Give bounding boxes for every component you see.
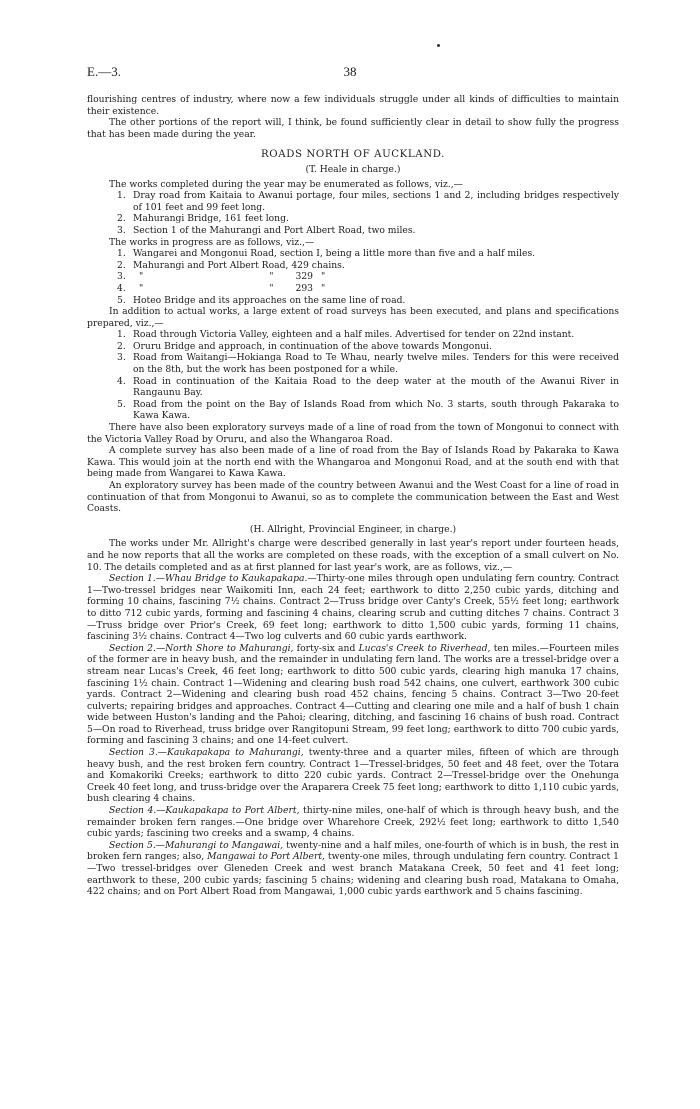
completed-intro: The works completed during the year may be enumerated as follows, viz.,— [109,178,463,190]
item-number: 4. [117,375,126,387]
section-entry-4 [87,805,619,840]
item-text: Mahurangi and Port Albert Road, 429 chains. [133,259,345,271]
item-text: Road from Waitangi—Hokianga Road to Te Whau, nearly twelve miles. Tenders for this were received on the 8th, but the work has been postponed for a while. [133,352,619,376]
ditto-mark: " [321,282,326,294]
item-text: Road in continuation of the Kaitaia Road to the deep water at the mouth of the Awanui River in Rangaunu Bay. [133,375,619,399]
route-name: Mahurangi to Mangawai, [165,839,284,851]
ditto-mark: " [269,271,274,283]
list-item [87,260,619,272]
item-number: 5. [117,398,126,410]
section-subtitle: (T. Heale in charge.) [305,163,401,175]
intro-paragraph-1: flourishing centres of industry, where now a few individuals struggle under all kinds of difficulties to maintain their existence. [87,94,619,117]
section-heading: Section 3.— [109,747,167,759]
item-number: 3. [117,224,126,236]
section-entry-1 [87,573,619,643]
list-item [87,341,619,353]
section-text: ten miles.—Fourteen miles of the former are in heavy bush, and the remainder in undulating fern land. The works are a tressel-bridge over a stream near Lucas's Creek, 46 feet long; earthwork to ditto 500 cubic yards, clearing high manuka 17 chains, fascining 1½ chain. Contract 1—Widening and clearing bush road 542 chains, one culvert, earthwork 300 cubic yards. Contract 2—Widening and clearing bush road 452 chains, fencing 5 chains. Contract 3—Two 20-feet culverts; repairing bridges and approaches. Contract 4—Cutting and clearing one mile and a half of bush 1 chain wide between Huston's landing and the Pahoi; clearing, ditching, and fascining 16 chains of bush road. Contract 5—On road to Riverhead, truss bridge over Rangitopuni Stream, 99 feet long; earthwork to ditto 700 cubic yards, forming and fascining 3 chains; and one 14-feet culvert. [87,642,619,747]
list-item [87,190,619,213]
list-item [87,271,619,283]
list-item [87,376,619,399]
item-number: 2. [117,259,126,271]
body-paragraph: There have also been exploratory surveys made of a line of road from the town of Mongonui to connect with the Victoria Valley Road by Oruru, and also the Whangaroa Road. [87,422,619,445]
chain-count: 293 [295,282,314,294]
list-item [87,283,619,295]
item-text: Oruru Bridge and approach, in continuation of the above towards Mongonui. [133,340,493,352]
item-text: Section 1 of the Mahurangi and Port Albert Road, two miles. [133,224,416,236]
route-name: Lucas's Creek to Riverhead, [358,642,491,654]
item-number: 5. [117,294,126,306]
route-name: North Shore to Mahurangi, [165,642,294,654]
list-item [87,295,619,307]
item-text: Road through Victoria Valley, eighteen and a half miles. Advertised for tender on 22nd instant. [133,329,575,341]
item-text: Mahurangi Bridge, 161 feet long. [133,213,289,225]
route-name: Mangawai to Port Albert, [207,851,325,863]
section-text: thirty-nine miles, one-half of which is through heavy bush, and the remainder broken fern ranges.—One bridge over Wharehore Creek, 292½ feet long; earthwork to ditto 1,540 cubic yards; fascining two creeks and a swamp, 4 chains. [87,805,619,840]
section-text: twenty-nine and a half miles, one-fourth of which is in bush, the rest in broken fern ranges; also, [87,839,619,863]
ditto-mark: " [269,282,274,294]
engineer-intro: The works under Mr. Allright's charge were described generally in last year's report under fourteen heads, and he now reports that all the works are completed on these roads, with the exception of a small culvert on No. 10. The details completed and as at first planned for last year's work, are as follows, viz.,— [87,538,619,573]
page-number: 38 [343,64,357,79]
item-text: Dray road from Kaitaia to Awanui portage, four miles, sections 1 and 2, including bridges respectively of 101 feet and 99 feet long. [133,190,619,213]
section-text: twenty-three and a quarter miles, fifteen of which are through heavy bush, and the rest broken fern country. Contract 1—Tressel-bridges, 50 feet and 48 feet, over the Totara and Komakoriki Creeks; earthwork to ditto 220 cubic yards. Contract 2—Tressel-bridge over the Onehunga Creek 40 feet long, and truss-bridge over the Araparera Creek 75 feet long; earthwork to ditto 1,110 cubic yards, bush clearing 4 chains. [87,747,619,805]
item-number: 2. [117,340,126,352]
page-body [87,94,619,898]
section-heading: Section 1.— [109,573,165,585]
body-paragraph: A complete survey has also been made of a line of road from the Bay of Islands Road by Pakaraka to Kawa Kawa. This would join at the north end with the Whangaroa and Mongonui Road, and at the south end with that being made from Wangarei to Kawa Kawa. [87,445,619,480]
item-number: 2. [117,213,126,225]
item-text: Road from the point on the Bay of Islands Road from which No. 3 starts, south through Pakaraka to Kawa Kawa. [133,398,619,422]
ditto-mark: " [139,271,144,283]
speck-mark [437,44,440,47]
item-number: 1. [117,329,126,341]
list-item [87,225,619,237]
ditto-mark: " [321,271,326,283]
section-text: forty-six and [293,642,359,654]
item-number: 1. [117,190,126,202]
item-number: 4. [117,282,126,294]
list-item [87,213,619,225]
item-text: Wangarei and Mongonui Road, section I, being a little more than five and a half miles. [133,248,536,260]
ditto-mark: " [139,282,144,294]
section-entry-2 [87,643,619,747]
section-text: twenty-one miles, through undulating fern country. Contract 1—Two tressel-bridges over Gleneden Creek and west branch Matakana Creek, 50 feet and 41 feet long; earthwork to these, 200 cubic yards; fascining 5 chains; widening and clearing bush road, Matakana to Omaha, 422 chains; and on Port Albert Road from Mangawai, 1,000 cubic yards earthwork and 5 chains fascining. [87,851,619,898]
route-name: Whau Bridge to Kaukapakapa. [164,573,308,585]
surveys-intro: In addition to actual works, a large extent of road surveys has been executed, and plans and specifications prepared, viz.,— [87,306,619,329]
intro-paragraph-2: The other portions of the report will, I think, be found sufficiently clear in detail to show fully the progress that has been made during the year. [87,117,619,140]
section-heading: Section 5.— [109,839,165,851]
item-number: 1. [117,248,126,260]
list-item [87,352,619,375]
report-code: E.—3. [87,64,121,79]
progress-intro: The works in progress are as follows, viz.,— [109,236,315,248]
section-text: —Thirty-one miles through open undulating fern country. Contract 1—Two-tressel bridges near Waikomiti Inn, each 24 feet; earthwork to ditto 2,250 cubic yards, ditching and forming 10 chains, fascining 7½ chains. Contract 2—Truss bridge over Canty's Creek, 55½ feet long; earthwork to ditto 712 cubic yards, forming and fascining 4 chains, clearing scrub and cutting ditches 7 chains. Contract 3—Truss bridge over Prior's Creek, 69 feet long; earthwork to ditto 1,500 cubic yards, forming 11 chains, fascining 3½ chains. Contract 4—Two log culverts and 60 cubic yards earthwork. [87,573,619,643]
list-item [87,399,619,422]
body-paragraph: An exploratory survey has been made of the country between Awanui and the West Coast for a line of road in continuation of that from Mongonui to Awanui, so as to complete the communication between the East and West Coasts. [87,480,619,515]
section-heading: Section 4.— [109,805,166,817]
route-name: Kaukapakapa to Mahurangi, [166,747,304,759]
chain-count: 329 [295,271,314,283]
route-name: Kaukapakapa to Port Albert, [165,805,300,817]
item-number: 3. [117,352,126,364]
item-text: Hoteo Bridge and its approaches on the same line of road. [133,294,406,306]
section-entry-5 [87,840,619,898]
engineer-subtitle: (H. Allright, Provincial Engineer, in charge.) [249,523,457,535]
item-number: 3. [117,271,126,283]
list-item [87,248,619,260]
list-item [87,329,619,341]
section-entry-3 [87,747,619,805]
section-title: ROADS NORTH OF AUCKLAND. [261,149,445,161]
section-heading: Section 2.— [109,642,166,654]
